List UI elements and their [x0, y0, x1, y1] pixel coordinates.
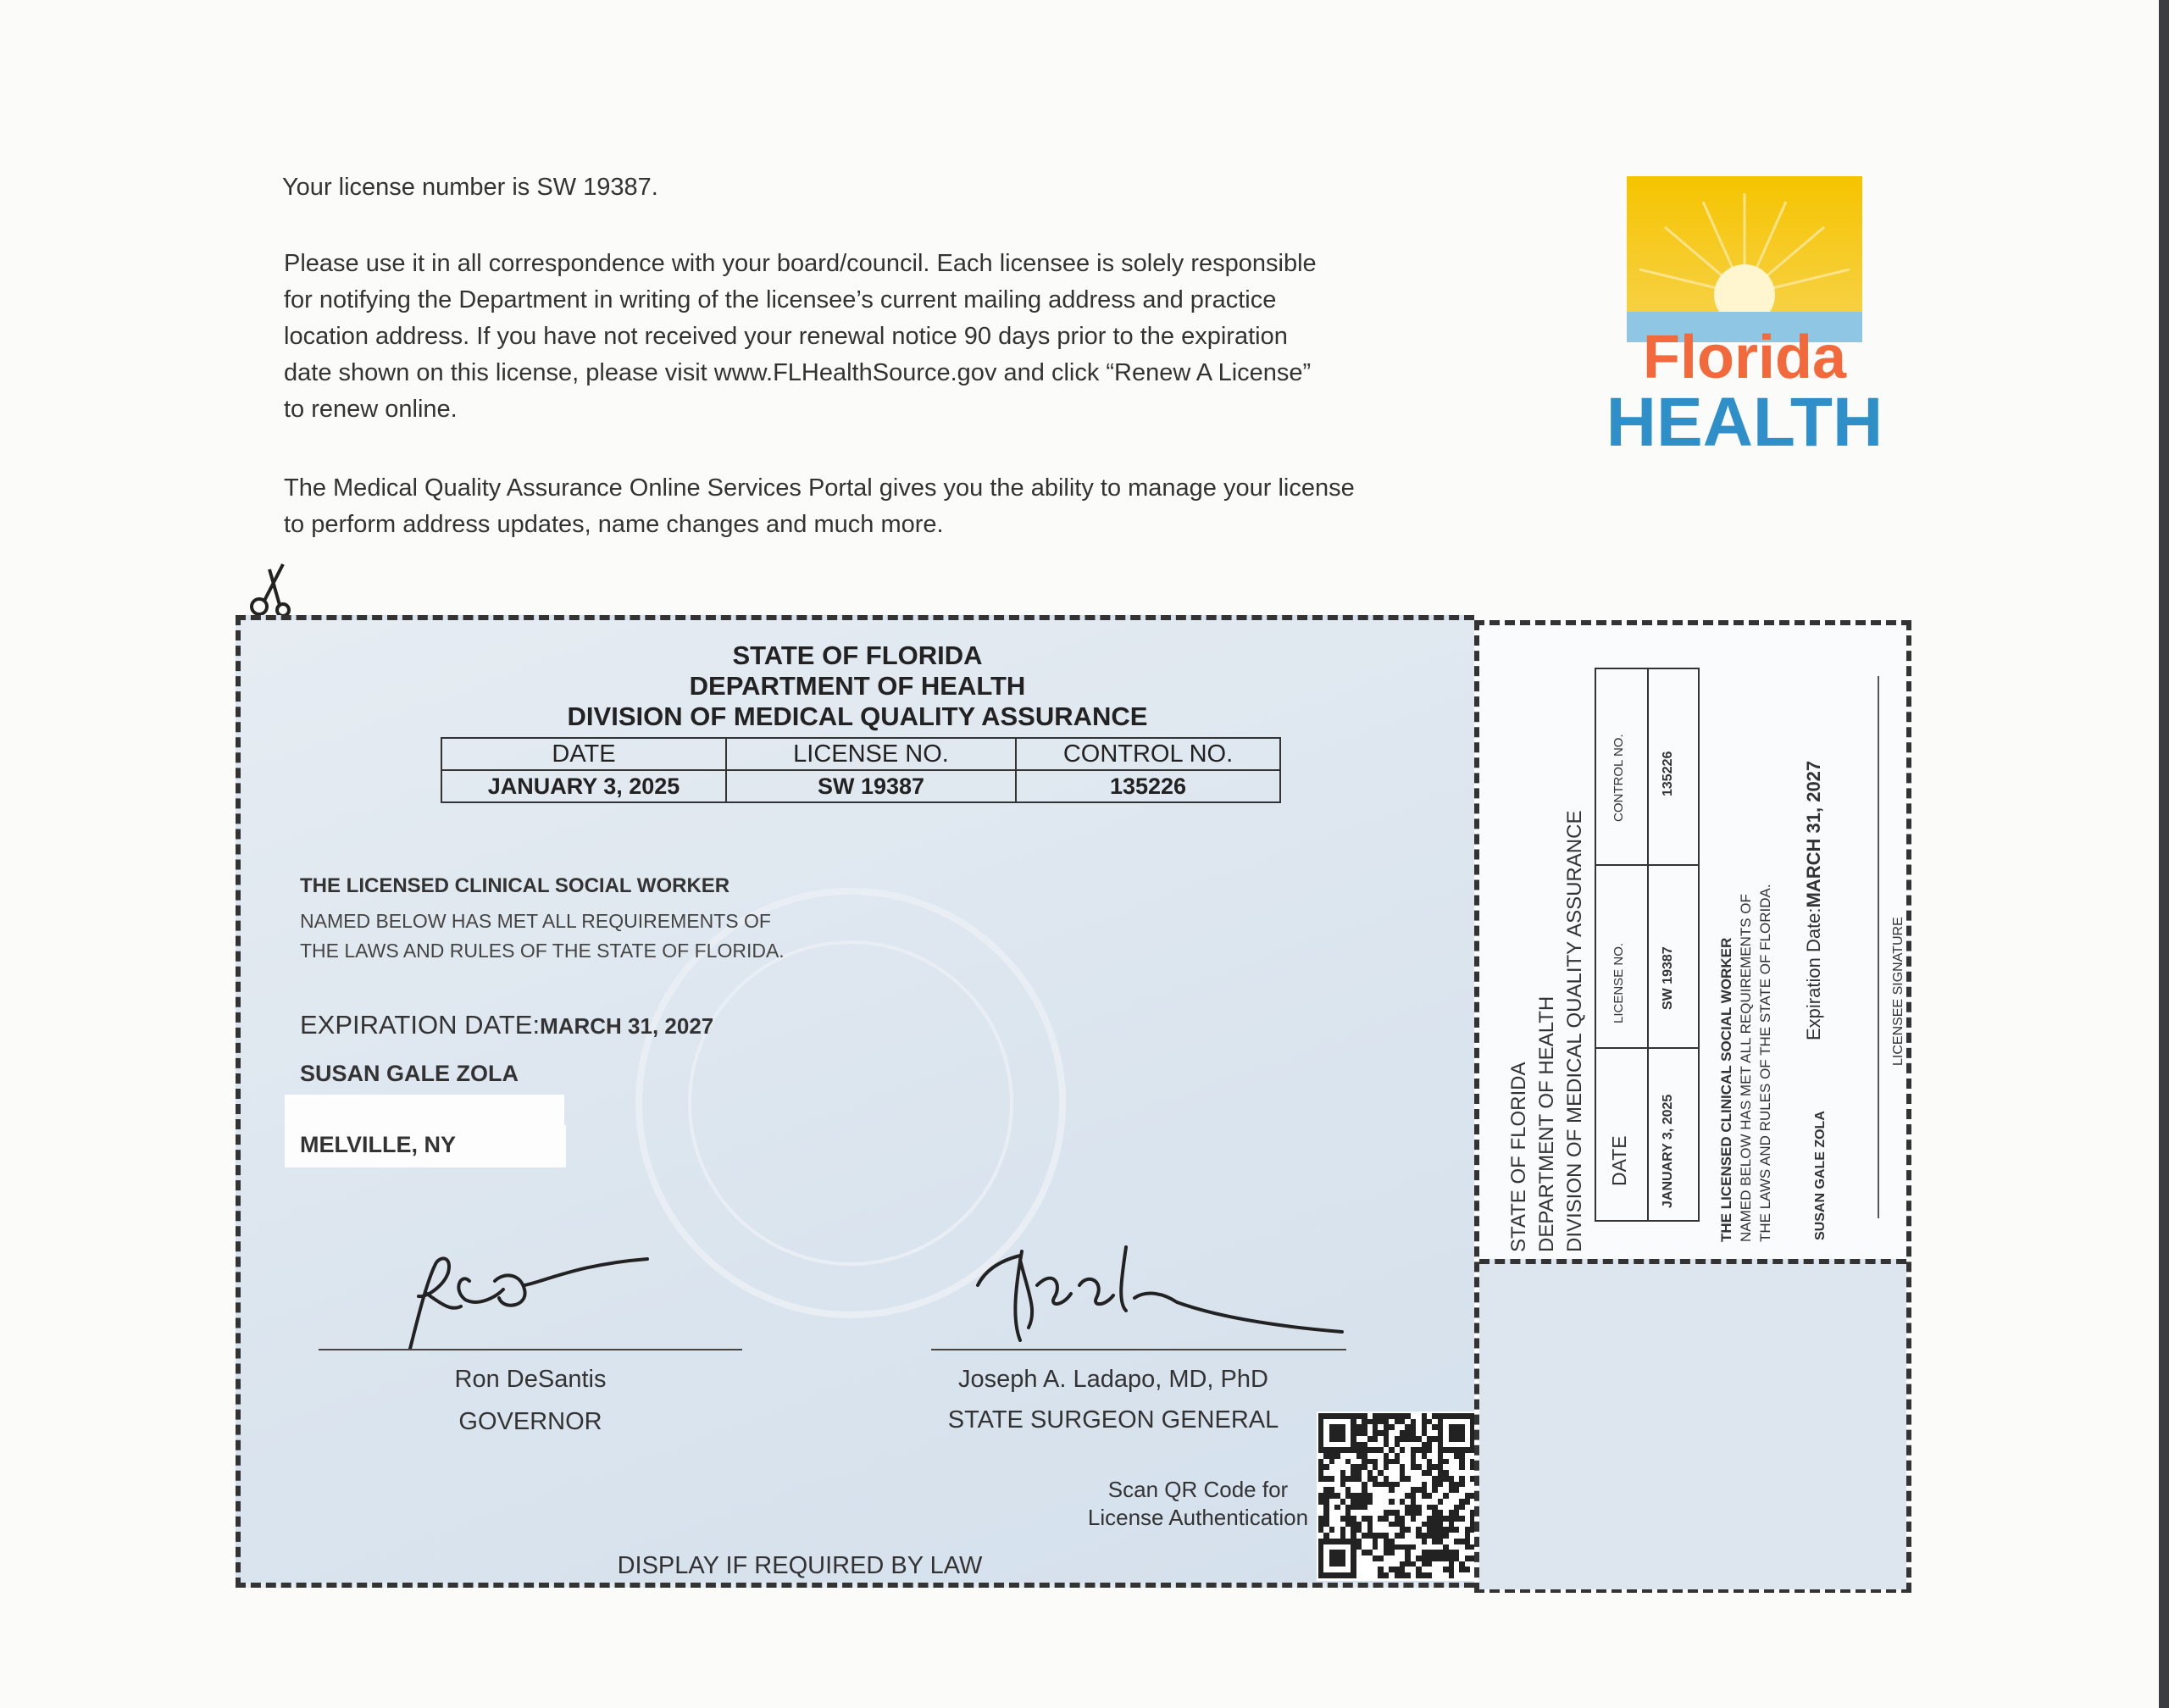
qr-module: [1389, 1487, 1394, 1493]
qr-module: [1362, 1430, 1367, 1436]
qr-module: [1459, 1459, 1464, 1465]
qr-module: [1405, 1527, 1410, 1533]
governor-title: GOVERNOR: [458, 1408, 602, 1435]
qr-module: [1318, 1567, 1323, 1572]
qr-module: [1416, 1464, 1421, 1470]
qr-module: [1340, 1533, 1345, 1539]
scissors-icon: [247, 559, 307, 618]
qr-module: [1400, 1470, 1405, 1476]
qr-module: [1373, 1424, 1378, 1430]
paragraph-line: to renew online.: [284, 396, 458, 423]
requirements-text: [300, 907, 785, 966]
qr-module: [1400, 1567, 1405, 1572]
qr-module: [1356, 1539, 1362, 1544]
qr-module: [1400, 1447, 1405, 1453]
header-line: STATE OF FLORIDA: [732, 640, 983, 670]
stub-header-line: STATE OF FLORIDA: [1507, 1062, 1530, 1252]
qr-module: [1416, 1567, 1421, 1572]
qr-module: [1465, 1539, 1470, 1544]
qr-module: [1367, 1550, 1373, 1556]
qr-module: [1438, 1464, 1443, 1470]
qr-module: [1438, 1442, 1443, 1448]
qr-module: [1389, 1447, 1394, 1453]
qr-module: [1378, 1556, 1383, 1561]
qr-module: [1438, 1436, 1443, 1442]
qr-module: [1373, 1539, 1378, 1544]
qr-module: [1351, 1556, 1356, 1561]
qr-module: [1427, 1493, 1432, 1499]
qr-module: [1459, 1505, 1464, 1511]
control-number-value: 135226: [1016, 770, 1280, 802]
date-value: JANUARY 3, 2025: [441, 770, 726, 802]
stub-header: [1505, 811, 1589, 1252]
qr-module: [1449, 1572, 1454, 1578]
qr-module: [1340, 1556, 1345, 1561]
qr-module: [1367, 1499, 1373, 1505]
qr-module: [1384, 1419, 1389, 1425]
qr-code[interactable]: [1317, 1411, 1478, 1581]
qr-module: [1373, 1464, 1378, 1470]
stub-license-value: SW 19387: [1661, 946, 1675, 1010]
surgeon-general-signature: [969, 1234, 1359, 1353]
qr-module: [1356, 1522, 1362, 1528]
qr-module: [1411, 1430, 1416, 1436]
qr-module: [1427, 1447, 1432, 1453]
qr-module: [1438, 1430, 1443, 1436]
qr-module: [1449, 1476, 1454, 1482]
qr-module: [1427, 1459, 1432, 1465]
qr-module: [1384, 1453, 1389, 1459]
qr-module: [1351, 1516, 1356, 1522]
qr-module: [1362, 1453, 1367, 1459]
qr-module: [1400, 1464, 1405, 1470]
qr-module: [1459, 1464, 1464, 1470]
qr-module: [1400, 1522, 1405, 1528]
qr-module: [1323, 1533, 1329, 1539]
qr-module: [1345, 1510, 1351, 1516]
qr-module: [1411, 1516, 1416, 1522]
qr-module: [1389, 1550, 1394, 1556]
qr-module: [1367, 1493, 1373, 1499]
qr-module: [1438, 1539, 1443, 1544]
qr-module: [1351, 1533, 1356, 1539]
license-info-table: [441, 737, 1281, 803]
qr-module: [1373, 1459, 1378, 1465]
stub-expiration-value: MARCH 31, 2027: [1803, 760, 1824, 908]
qr-module: [1432, 1505, 1437, 1511]
qr-module: [1459, 1430, 1464, 1436]
qr-module: [1329, 1459, 1334, 1465]
stub-header-line: DEPARTMENT OF HEALTH: [1535, 995, 1558, 1252]
qr-module: [1318, 1550, 1323, 1556]
stub-info-table: [1595, 668, 1700, 1222]
qr-module: [1454, 1556, 1459, 1561]
paragraph-portal: [284, 470, 1512, 543]
qr-module: [1443, 1544, 1448, 1550]
qr-module: [1438, 1424, 1443, 1430]
qr-module: [1416, 1436, 1421, 1442]
table-header-cell: CONTROL NO.: [1016, 738, 1280, 770]
governor-signature-line: [319, 1349, 742, 1350]
qr-module: [1323, 1516, 1329, 1522]
qr-module: [1465, 1499, 1470, 1505]
qr-module: [1449, 1567, 1454, 1572]
qr-module: [1459, 1561, 1464, 1567]
qr-module: [1411, 1493, 1416, 1499]
qr-module: [1318, 1544, 1323, 1550]
qr-module: [1318, 1419, 1323, 1425]
qr-module: [1405, 1476, 1410, 1482]
qr-module: [1389, 1499, 1394, 1505]
stub-profession: THE LICENSED CLINICAL SOCIAL WORKER: [1718, 937, 1734, 1242]
qr-module: [1378, 1567, 1383, 1572]
qr-module: [1367, 1470, 1373, 1476]
qr-module: [1454, 1527, 1459, 1533]
qr-module: [1395, 1442, 1400, 1448]
qr-module: [1427, 1419, 1432, 1425]
qr-module: [1351, 1561, 1356, 1567]
qr-module: [1373, 1544, 1378, 1550]
qr-module: [1422, 1430, 1427, 1436]
stub-signature-label: LICENSEE SIGNATURE: [1891, 917, 1906, 1066]
qr-instruction-line: Scan QR Code for: [1107, 1477, 1289, 1502]
qr-module: [1400, 1533, 1405, 1539]
qr-module: [1340, 1550, 1345, 1556]
qr-module: [1378, 1447, 1383, 1453]
qr-module: [1362, 1413, 1367, 1419]
qr-module: [1323, 1510, 1329, 1516]
qr-module: [1384, 1533, 1389, 1539]
qr-module: [1340, 1470, 1345, 1476]
qr-module: [1432, 1487, 1437, 1493]
qr-module: [1416, 1505, 1421, 1511]
qr-module: [1389, 1424, 1394, 1430]
qr-module: [1443, 1470, 1448, 1476]
qr-module: [1329, 1527, 1334, 1533]
stub-expiration-label: Expiration Date:: [1803, 907, 1824, 1040]
stub-expiration: [1803, 761, 1825, 1040]
paragraph-line: date shown on this license, please visit www.FLHealthSource.gov and click “Renew A License”: [284, 359, 1312, 386]
qr-module: [1465, 1567, 1470, 1572]
paragraph-line: location address. If you have not received your renewal notice 90 days prior to the expiration: [284, 323, 1288, 350]
qr-module: [1454, 1487, 1459, 1493]
qr-module: [1334, 1493, 1340, 1499]
qr-module: [1318, 1561, 1323, 1567]
qr-module: [1318, 1527, 1323, 1533]
qr-module: [1465, 1533, 1470, 1539]
header-line: DEPARTMENT OF HEALTH: [689, 671, 1026, 701]
qr-module: [1454, 1550, 1459, 1556]
qr-module: [1340, 1424, 1345, 1430]
qr-module: [1427, 1561, 1432, 1567]
surgeon-general-signature-line: [931, 1349, 1346, 1350]
qr-module: [1323, 1499, 1329, 1505]
qr-module: [1400, 1419, 1405, 1425]
qr-module: [1367, 1516, 1373, 1522]
qr-module: [1367, 1522, 1373, 1528]
qr-module: [1356, 1470, 1362, 1476]
qr-module: [1416, 1527, 1421, 1533]
qr-module: [1459, 1424, 1464, 1430]
surgeon-general-title: STATE SURGEON GENERAL: [947, 1406, 1279, 1434]
qr-module: [1318, 1459, 1323, 1465]
qr-module: [1384, 1464, 1389, 1470]
stub-blank-area: [1479, 1259, 1906, 1589]
paragraph-correspondence: [284, 246, 1512, 428]
qr-module: [1459, 1516, 1464, 1522]
table-header-row: [441, 738, 1280, 770]
stub-table-header: LICENSE NO.: [1611, 942, 1626, 1023]
paragraph-line: for notifying the Department in writing of the licensee’s current mailing address and practice: [284, 286, 1277, 313]
qr-module: [1362, 1464, 1367, 1470]
qr-module: [1422, 1413, 1427, 1419]
qr-module: [1384, 1572, 1389, 1578]
qr-module: [1422, 1487, 1427, 1493]
certificate-header: [241, 640, 1474, 732]
table-header-cell: DATE: [441, 738, 726, 770]
qr-module: [1329, 1476, 1334, 1482]
qr-module: [1438, 1510, 1443, 1516]
profession-title: THE LICENSED CLINICAL SOCIAL WORKER: [300, 874, 730, 897]
qr-module: [1334, 1505, 1340, 1511]
display-notice: DISPLAY IF REQUIRED BY LAW: [617, 1552, 983, 1579]
stub-requirements-line: NAMED BELOW HAS MET ALL REQUIREMENTS OF: [1738, 894, 1754, 1242]
surgeon-general-name: Joseph A. Ladapo, MD, PhD: [958, 1366, 1268, 1393]
license-number-line: Your license number is SW 19387.: [282, 174, 658, 201]
stub-header-line: DIVISION OF MEDICAL QUALITY ASSURANCE: [1563, 810, 1586, 1252]
qr-module: [1323, 1522, 1329, 1528]
qr-module: [1438, 1419, 1443, 1425]
qr-module: [1367, 1527, 1373, 1533]
qr-module: [1459, 1436, 1464, 1442]
qr-module: [1411, 1453, 1416, 1459]
qr-module: [1345, 1459, 1351, 1465]
qr-module: [1438, 1522, 1443, 1528]
qr-module: [1340, 1436, 1345, 1442]
qr-module: [1356, 1544, 1362, 1550]
qr-module: [1318, 1424, 1323, 1430]
qr-module: [1411, 1561, 1416, 1567]
qr-module: [1373, 1476, 1378, 1482]
paragraph-line: to perform address updates, name changes and much more.: [284, 511, 944, 538]
qr-module: [1373, 1436, 1378, 1442]
qr-module: [1459, 1476, 1464, 1482]
wallet-card-stub: [1474, 620, 1911, 1593]
qr-module: [1395, 1453, 1400, 1459]
qr-module: [1384, 1430, 1389, 1436]
qr-module: [1459, 1482, 1464, 1488]
qr-module: [1422, 1482, 1427, 1488]
qr-module: [1362, 1482, 1367, 1488]
stub-signature-line: [1878, 676, 1879, 1218]
qr-module: [1459, 1453, 1464, 1459]
qr-module: [1378, 1470, 1383, 1476]
qr-module: [1438, 1482, 1443, 1488]
qr-module: [1345, 1487, 1351, 1493]
qr-module: [1438, 1499, 1443, 1505]
stub-licensee-name: SUSAN GALE ZOLA: [1813, 1111, 1828, 1240]
qr-module: [1443, 1493, 1448, 1499]
qr-instruction-line: License Authentication: [1087, 1505, 1309, 1530]
licensee-city: MELVILLE, NY: [300, 1132, 457, 1157]
qr-module: [1389, 1539, 1394, 1544]
paragraph-line: Please use it in all correspondence with your board/council. Each licensee is solely responsible: [284, 250, 1317, 277]
stub-table-header: DATE: [1608, 1135, 1630, 1186]
qr-module: [1384, 1516, 1389, 1522]
qr-module: [1384, 1442, 1389, 1448]
stub-control-value: 135226: [1661, 751, 1675, 796]
qr-module: [1443, 1459, 1448, 1465]
table-header-cell: LICENSE NO.: [726, 738, 1016, 770]
qr-module: [1400, 1516, 1405, 1522]
stub-table-header: CONTROL NO.: [1611, 734, 1626, 822]
qr-module: [1351, 1567, 1356, 1572]
expiration-row: [300, 1010, 713, 1040]
qr-module: [1351, 1419, 1356, 1425]
stub-date-value: JANUARY 3, 2025: [1661, 1094, 1675, 1208]
qr-module: [1323, 1464, 1329, 1470]
qr-module: [1427, 1470, 1432, 1476]
qr-module: [1405, 1413, 1410, 1419]
qr-module: [1351, 1572, 1356, 1578]
license-certificate: [236, 615, 1474, 1588]
licensee-name: SUSAN GALE ZOLA: [300, 1061, 519, 1086]
qr-module: [1411, 1499, 1416, 1505]
qr-module: [1318, 1470, 1323, 1476]
qr-module: [1443, 1533, 1448, 1539]
expiration-label: EXPIRATION DATE:: [300, 1010, 541, 1040]
qr-module: [1438, 1453, 1443, 1459]
qr-module: [1449, 1522, 1454, 1528]
qr-module: [1329, 1487, 1334, 1493]
qr-module: [1384, 1476, 1389, 1482]
qr-module: [1416, 1510, 1421, 1516]
qr-module: [1384, 1436, 1389, 1442]
requirements-line: THE LAWS AND RULES OF THE STATE OF FLORIDA.: [300, 940, 785, 962]
qr-module: [1362, 1487, 1367, 1493]
qr-module: [1318, 1436, 1323, 1442]
qr-module: [1405, 1550, 1410, 1556]
stub-requirements-line: THE LAWS AND RULES OF THE STATE OF FLORIDA.: [1757, 884, 1773, 1242]
qr-module: [1340, 1430, 1345, 1436]
qr-module: [1340, 1482, 1345, 1488]
qr-module: [1400, 1499, 1405, 1505]
qr-module: [1427, 1442, 1432, 1448]
governor-name: Ron DeSantis: [454, 1366, 607, 1393]
qr-module: [1334, 1453, 1340, 1459]
qr-module: [1411, 1459, 1416, 1465]
qr-module: [1405, 1556, 1410, 1561]
qr-module: [1362, 1442, 1367, 1448]
qr-module: [1422, 1424, 1427, 1430]
paragraph-line: The Medical Quality Assurance Online Services Portal gives you the ability to manage your license: [284, 474, 1355, 502]
governor-signature: [376, 1247, 681, 1357]
table-row: [441, 770, 1280, 802]
logo-florida-text: Florida: [1642, 324, 1847, 391]
qr-module: [1356, 1476, 1362, 1482]
qr-module: [1395, 1482, 1400, 1488]
qr-module: [1362, 1424, 1367, 1430]
qr-module: [1422, 1453, 1427, 1459]
qr-module: [1395, 1459, 1400, 1465]
qr-module: [1318, 1442, 1323, 1448]
florida-health-logo: [1606, 176, 1883, 461]
requirements-line: NAMED BELOW HAS MET ALL REQUIREMENTS OF: [300, 910, 771, 932]
qr-module: [1323, 1505, 1329, 1511]
expiration-value: MARCH 31, 2027: [540, 1013, 714, 1039]
stub-table-divider: [1647, 669, 1649, 1220]
qr-module: [1422, 1539, 1427, 1544]
qr-module: [1318, 1430, 1323, 1436]
qr-module: [1411, 1419, 1416, 1425]
stub-table-divider: [1596, 1047, 1698, 1049]
qr-module: [1395, 1510, 1400, 1516]
qr-module: [1318, 1556, 1323, 1561]
stub-table-divider: [1596, 864, 1698, 866]
qr-module: [1405, 1572, 1410, 1578]
stub-requirements: [1717, 884, 1775, 1242]
qr-module: [1340, 1499, 1345, 1505]
qr-module: [1449, 1561, 1454, 1567]
qr-module: [1351, 1436, 1356, 1442]
florida-health-logo-graphic: [1606, 176, 1883, 461]
qr-module: [1454, 1510, 1459, 1516]
qr-module: [1351, 1550, 1356, 1556]
qr-module: [1427, 1572, 1432, 1578]
qr-module: [1362, 1505, 1367, 1511]
license-number-value: SW 19387: [726, 770, 1016, 802]
qr-module: [1411, 1544, 1416, 1550]
qr-module: [1340, 1561, 1345, 1567]
qr-module: [1356, 1527, 1362, 1533]
header-line: DIVISION OF MEDICAL QUALITY ASSURANCE: [567, 702, 1148, 731]
logo-health-text: HEALTH: [1606, 384, 1883, 461]
qr-module: [1411, 1424, 1416, 1430]
qr-module: [1340, 1527, 1345, 1533]
